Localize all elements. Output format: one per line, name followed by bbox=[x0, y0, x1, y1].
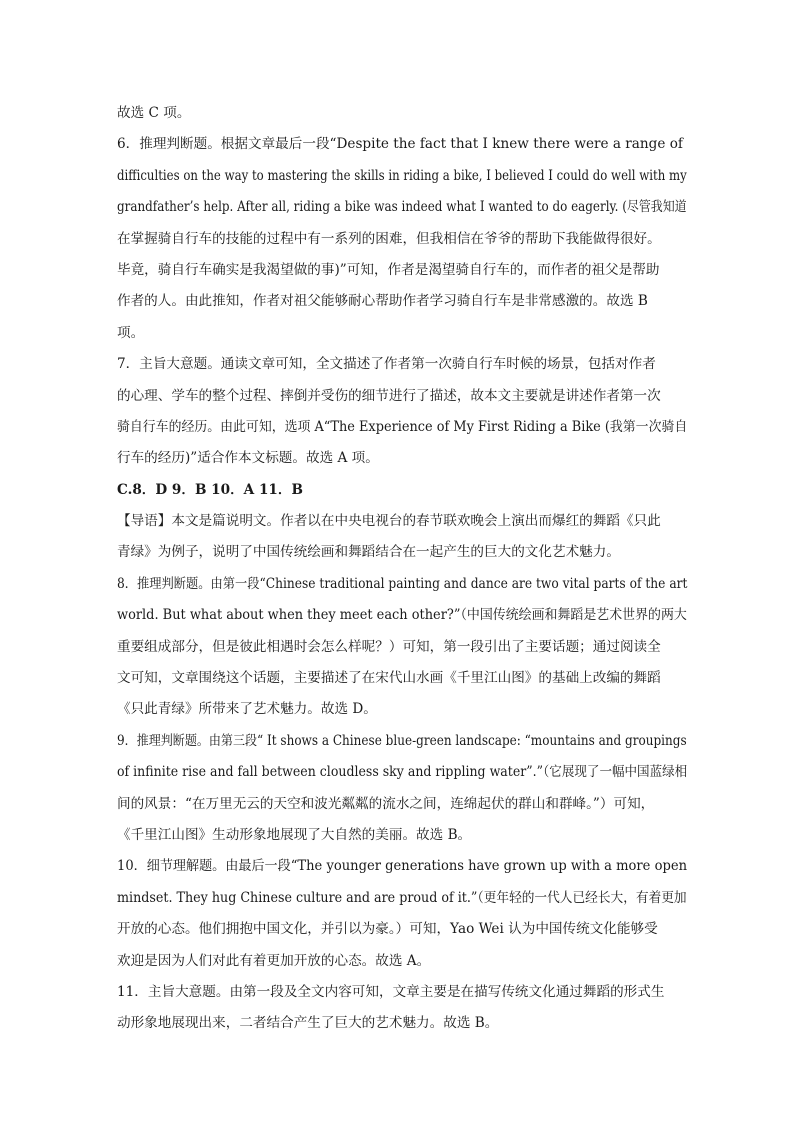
answer-explanations bbox=[117, 98, 687, 1040]
text-line: 【导语】本文是篇说明文。作者以在中央电视台的春节联欢晚会上演出而爆红的舞蹈《只此 bbox=[117, 513, 661, 530]
text-line: 8．推理判断题。由第一段“Chinese traditional painting and dance are two vital parts of the art bbox=[117, 575, 688, 592]
p-q10 bbox=[117, 851, 687, 977]
text-line: 作者的人。由此推知，作者对祖父能够耐心帮助作者学习骑自行车是非常感激的。故选 B bbox=[117, 293, 648, 310]
text-line: C.8．D 9．B 10．A 11．B bbox=[117, 481, 303, 498]
text-line: 10．细节理解题。由最后一段“The younger generations have grown up with a more open bbox=[117, 858, 688, 875]
p-q8 bbox=[117, 569, 687, 726]
text-line: of infinite rise and fall between cloudless sky and rippling water”.”（它展现了一幅中国蓝绿相 bbox=[117, 764, 688, 781]
text-line: 骑自行车的经历。由此可知，选项 A“The Experience of My First Riding a Bike (我第一次骑自 bbox=[117, 418, 688, 435]
p-intro bbox=[117, 506, 687, 569]
p-q7 bbox=[117, 349, 687, 475]
text-line: 《千里江山图》生动形象地展现了大自然的美丽。故选 B。 bbox=[117, 826, 472, 843]
text-line: 7．主旨大意题。通读文章可知，全文描述了作者第一次骑自行车时候的场景，包括对作者 bbox=[117, 356, 656, 373]
text-line: 6．推理判断题。根据文章最后一段“Despite the fact that I knew there were a range of bbox=[117, 136, 683, 153]
p-q9 bbox=[117, 726, 687, 852]
text-line: 青绿》为例子，说明了中国传统绘画和舞蹈结合在一起产生的巨大的文化艺术魅力。 bbox=[117, 544, 620, 561]
text-line: grandfather’s help. After all, riding a bike was indeed what I wanted to do eagerly. (尽管我知道 bbox=[117, 199, 687, 216]
p-q11 bbox=[117, 977, 687, 1040]
text-line: difficulties on the way to mastering the skills in riding a bike, I believed I could do well with my bbox=[117, 167, 687, 184]
text-line: world. But what about when they meet each other?”（中国传统绘画和舞蹈是艺术世界的两大 bbox=[117, 607, 687, 624]
p-answers bbox=[117, 475, 687, 506]
text-line: 项。 bbox=[117, 324, 145, 341]
text-line: 11．主旨大意题。由第一段及全文内容可知，文章主要是在描写传统文化通过舞蹈的形式生 bbox=[117, 983, 665, 1000]
text-line: 文可知，文章围绕这个话题，主要描述了在宋代山水画《千里江山图》的基础上改编的舞蹈 bbox=[117, 670, 661, 687]
text-line: 开放的心态。他们拥抱中国文化，并引以为豪。）可知，Yao Wei 认为中国传统文化能够受 bbox=[117, 921, 658, 938]
text-line: 《只此青绿》所带来了艺术魅力。故选 D。 bbox=[117, 701, 377, 718]
text-line: 间的风景：“在万里无云的天空和波光粼粼的流水之间，连绵起伏的群山和群峰。”）可知， bbox=[117, 795, 655, 812]
p-q5-conclusion bbox=[117, 98, 687, 129]
text-line: 在掌握骑自行车的技能的过程中有一系列的困难，但我相信在爷爷的帮助下我能做得很好。 bbox=[117, 230, 661, 247]
text-line: 毕竟，骑自行车确实是我渴望做的事)”可知，作者是渴望骑自行车的，而作者的祖父是帮助 bbox=[117, 261, 660, 278]
text-line: 欢迎是因为人们对此有着更加开放的心态。故选 A。 bbox=[117, 952, 431, 969]
text-line: 动形象地展现出来，二者结合产生了巨大的艺术魅力。故选 B。 bbox=[117, 1015, 499, 1032]
p-q6 bbox=[117, 129, 687, 349]
text-line: mindset. They hug Chinese culture and are proud of it.”（更年轻的一代人已经长大，有着更加 bbox=[117, 889, 687, 906]
text-line: 重要组成部分，但是彼此相遇时会怎么样呢？）可知，第一段引出了主要话题；通过阅读全 bbox=[117, 638, 661, 655]
text-line: 行车的经历)”适合作本文标题。故选 A 项。 bbox=[117, 450, 379, 467]
text-line: 的心理、学车的整个过程、摔倒并受伤的细节进行了描述，故本文主要就是讲述作者第一次 bbox=[117, 387, 661, 404]
text-line: 9．推理判断题。由第三段“ It shows a Chinese blue-green landscape: “mountains and groupings bbox=[117, 732, 687, 749]
text-line: 故选 C 项。 bbox=[117, 105, 191, 121]
